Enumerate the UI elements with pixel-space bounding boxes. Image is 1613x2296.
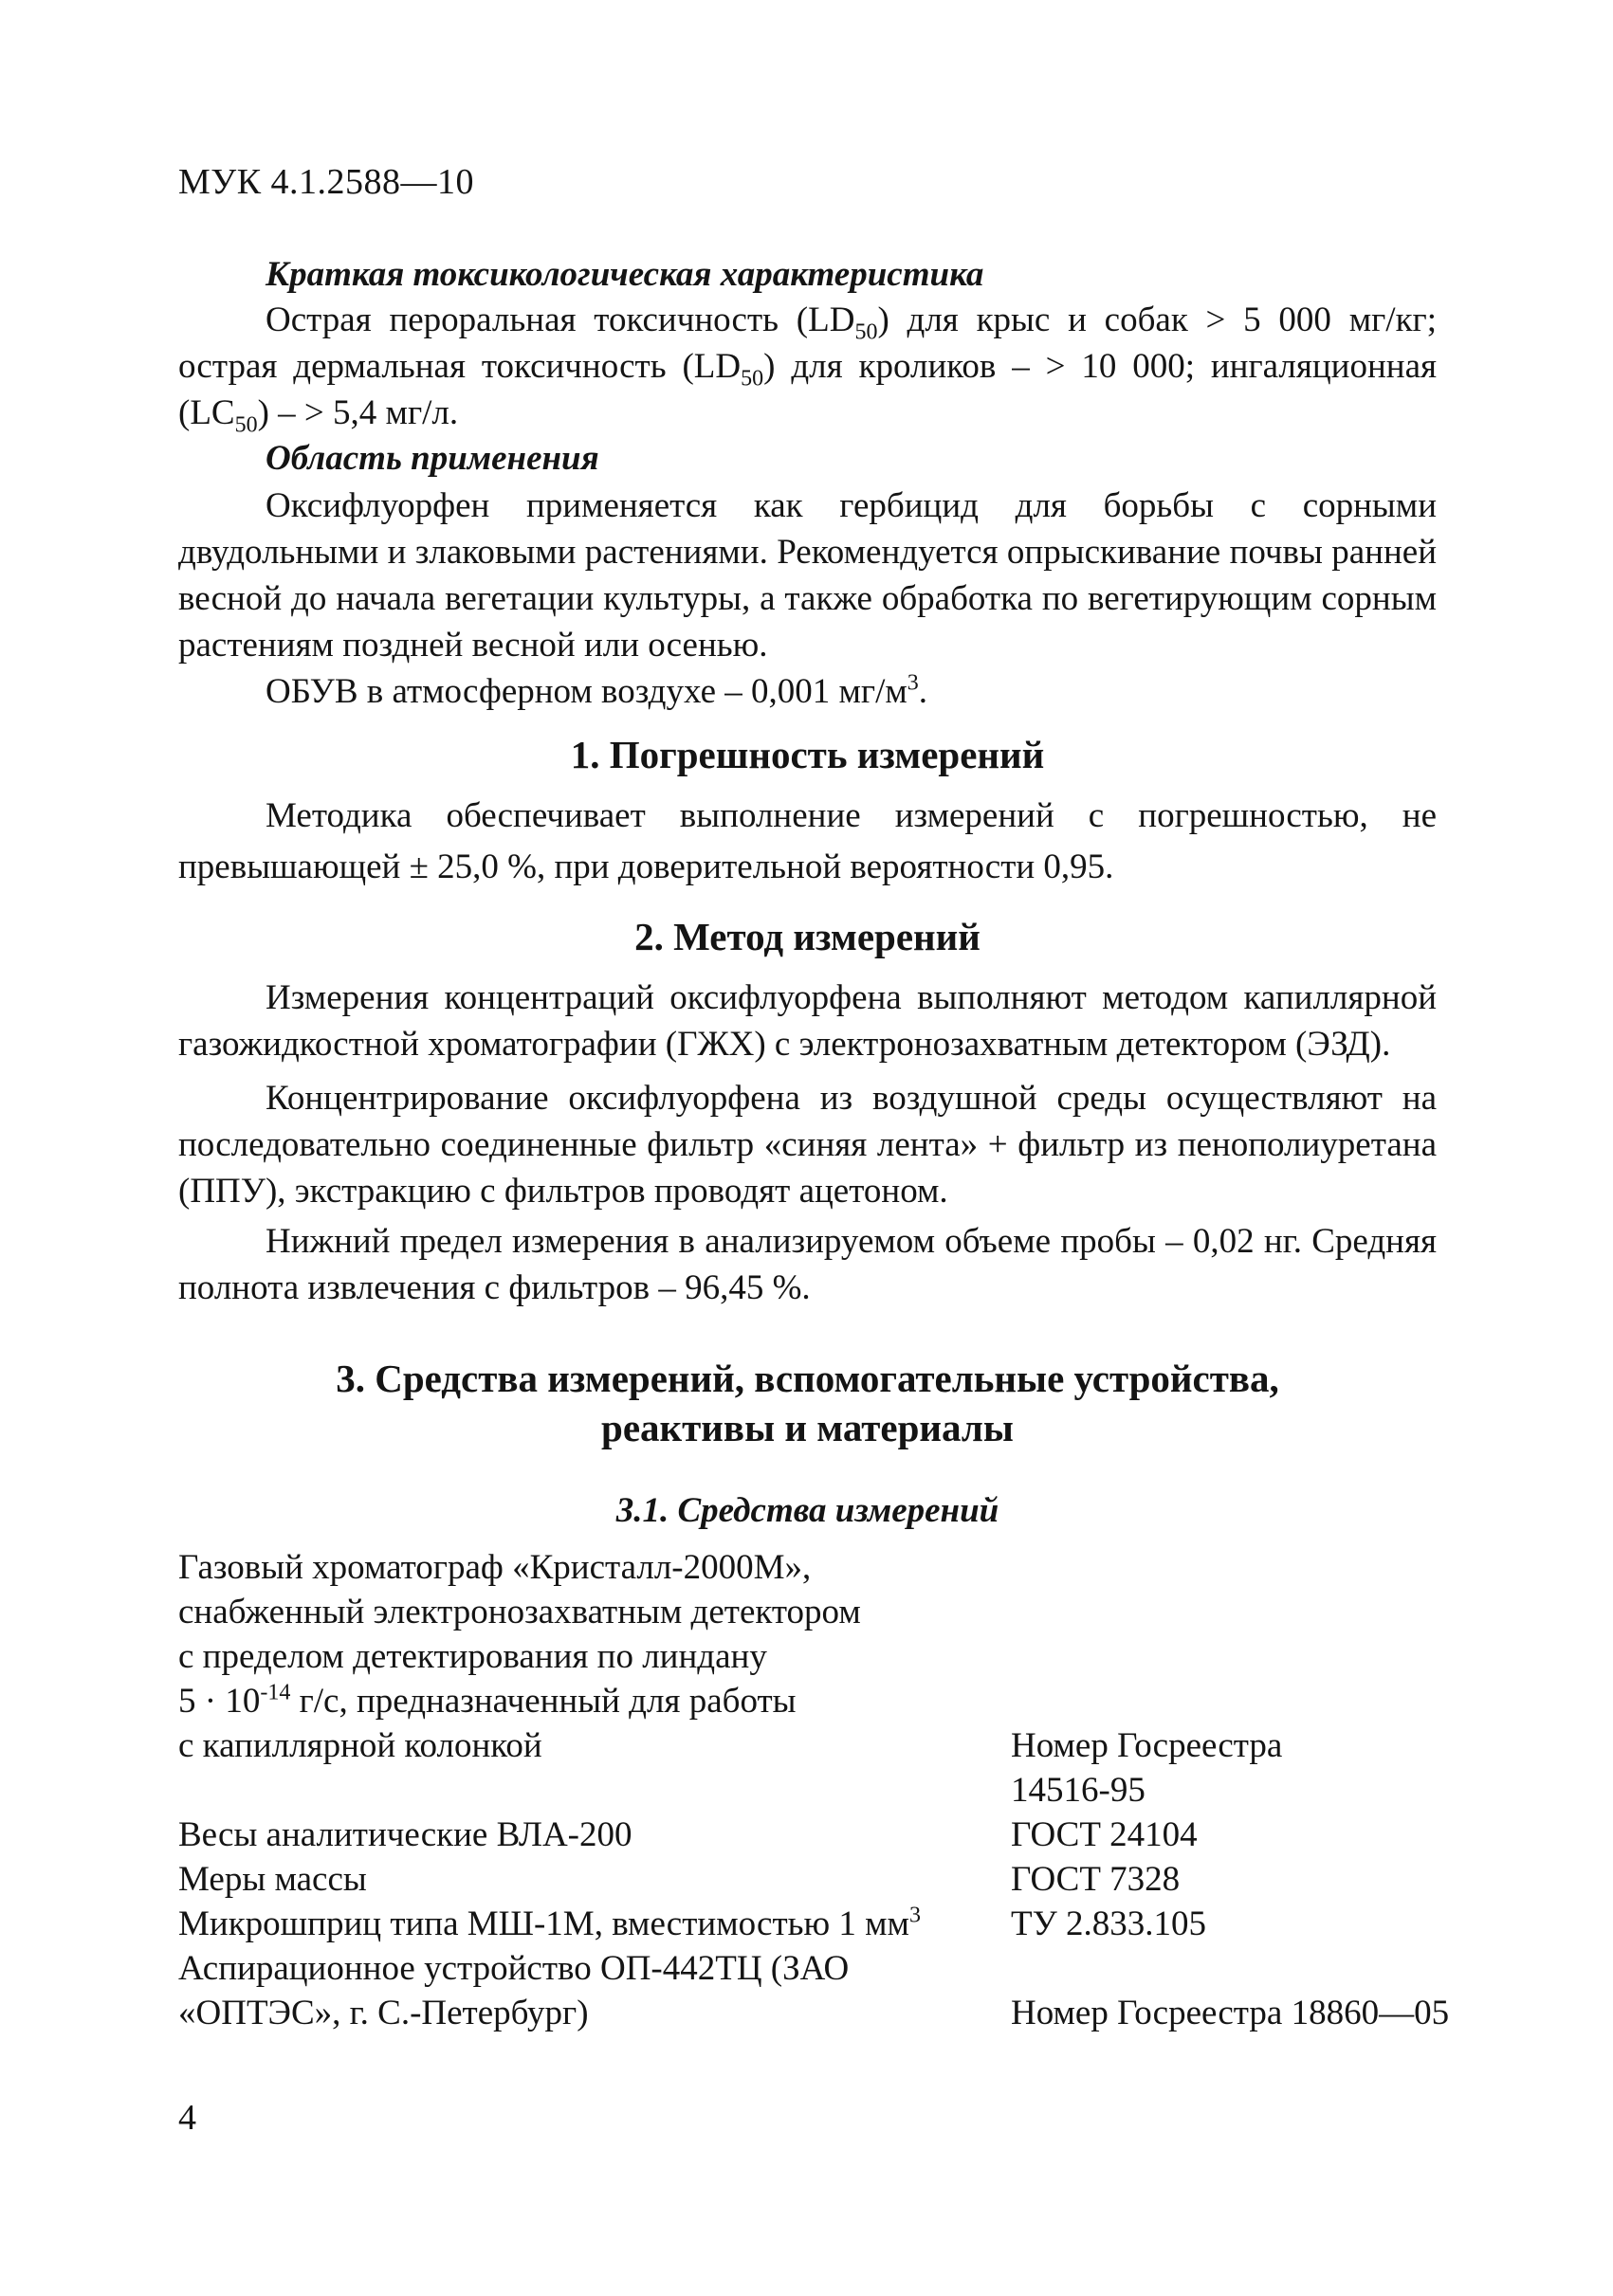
section-2-p2: Концентрирование оксифлуорфена из воздушной среды осуществляют на последовательно соединенные фильтр «синяя лента» + фильтр из пенополиуретана (ППУ), экстракцию с фильтров проводят ацетоном. [178, 1079, 1437, 1211]
syringe-ref: ТУ 2.833.105 [1011, 1904, 1207, 1943]
section-3-title-line2: реактивы и материалы [601, 1406, 1014, 1449]
list-item: Аспирационное устройство ОП-442ТЦ (ЗАО [178, 1949, 850, 1988]
section-2-p3: Нижний предел измерения в анализируемом объеме пробы – 0,02 нг. Средняя полнота извлечения с фильтров – 96,45 %. [178, 1222, 1437, 1307]
list-item: Газовый хроматограф «Кристалл-2000М», [178, 1548, 812, 1587]
section-3-title-line1: 3. Средства измерений, вспомогательные устройства, [336, 1357, 1279, 1400]
page-number: 4 [178, 2098, 196, 2138]
list-item [178, 1768, 1496, 1813]
section-1 [178, 730, 1437, 893]
tox-title: Краткая токсикологическая характеристика [266, 255, 984, 294]
tox-text: Острая пероральная токсичность $(LD_{50})$ для крыс и собак > 5 000 мг/кг; острая дермальная токсичность $(LD_{50})$ для кроликов – > 10 000; ингаляционная $(LC_{50})$ – > 5,4 мг/л. [178, 301, 1438, 438]
gc-registry: Номер Госреестра [1011, 1726, 1283, 1765]
subsection-3-1-title: 3.1. Средства измерений [615, 1491, 999, 1530]
section-2-title: 2. Метод измерений [634, 915, 981, 958]
list-item: с капиллярной колонкой Номер Госреестра [178, 1723, 1496, 1768]
usage-title: Область применения [266, 439, 599, 478]
scales-ref: ГОСТ 24104 [1011, 1815, 1198, 1854]
section-2 [178, 912, 1437, 1311]
section-1-text: Методика обеспечивает выполнение измерений с погрешностью, не превышающей ± 25,0 %, при доверительной вероятности 0,95. [178, 796, 1437, 886]
section-2-p1: Измерения концентраций оксифлуорфена выполняют методом капиллярной газожидкостной хроматографии (ГЖХ) с электронозахватным детектором (ЭЗД). [178, 978, 1437, 1064]
list-item: Микрошприц типа МШ-1М, вместимостью 1 $мм^3$ ТУ 2.833.105 [178, 1902, 1496, 1946]
usage-text: Оксифлуорфен применяется как гербицид для борьбы с сорными двудольными и злаковыми растениями. Рекомендуется опрыскивание почвы ранней весной до начала вегетации культуры, а также обработка по вегетирующим сорным растениям поздней весной или осенью. [178, 486, 1437, 665]
document-code: МУК 4.1.2588—10 [178, 162, 475, 202]
section-3 [178, 1354, 1437, 1452]
list-item: Меры массы ГОСТ 7328 [178, 1857, 1496, 1902]
equipment-list [178, 1545, 1496, 2035]
list-item: «ОПТЭС», г. С.-Петербург) Номер Госреестра 18860—05 [178, 1991, 1496, 2035]
gc-registry-number: 14516-95 [1011, 1771, 1146, 1810]
section-1-title: 1. Погрешность измерений [570, 733, 1045, 776]
obuv-text: ОБУВ в атмосферном воздухе – 0,001 $мг/м^3$. [266, 670, 928, 711]
list-item: снабженный электронозахватным детектором [178, 1593, 861, 1631]
tox-block [178, 254, 1437, 715]
list-item: Весы аналитические ВЛА-200 ГОСТ 24104 [178, 1813, 1496, 1857]
list-item: с пределом детектирования по линдану [178, 1637, 767, 1676]
list-item: $5 \cdot 10^{-14}$ г/с, предназначенный для работы [178, 1680, 797, 1721]
subsection-3-1 [178, 1490, 1437, 1531]
aspirator-registry: Номер Госреестра 18860—05 [1011, 1994, 1450, 2032]
weights-ref: ГОСТ 7328 [1011, 1860, 1181, 1899]
